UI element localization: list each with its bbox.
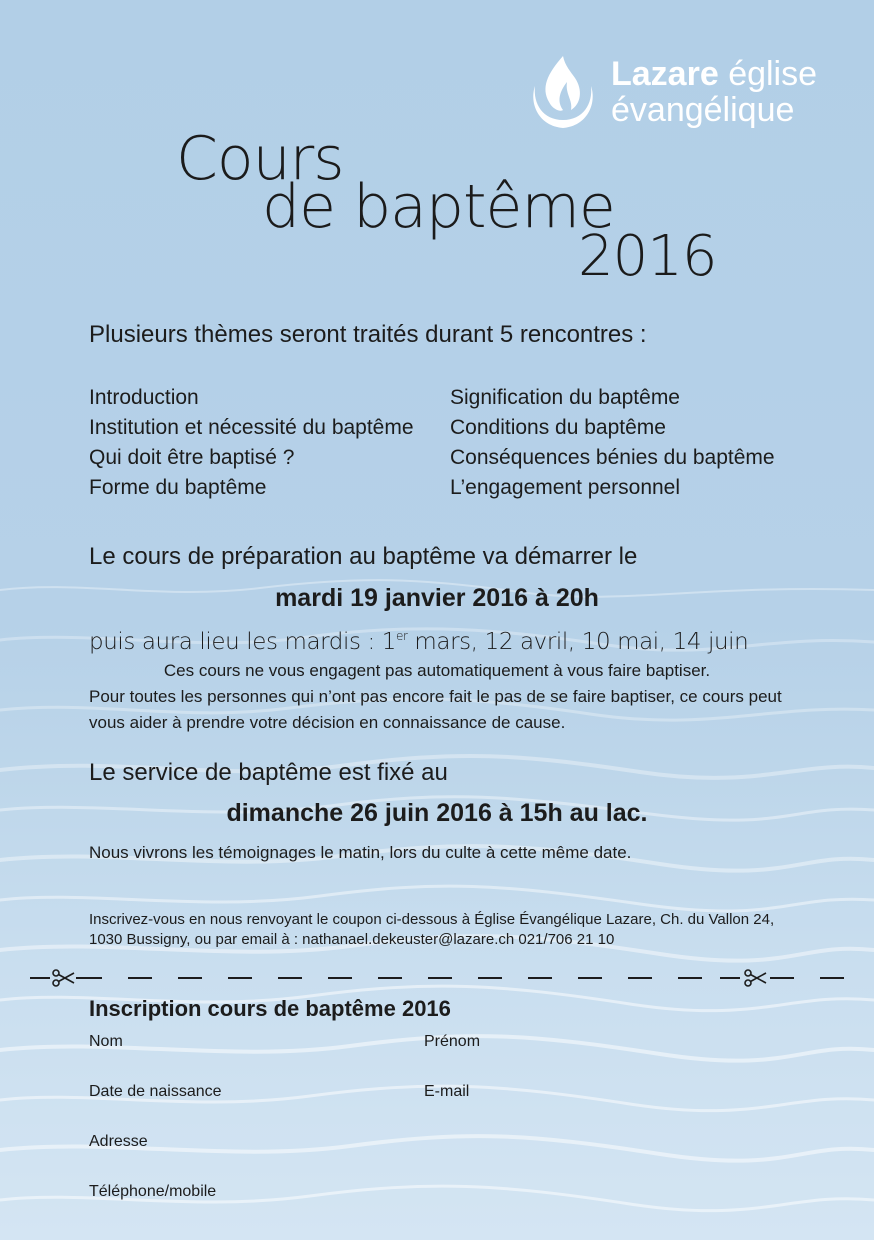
theme-item: Conséquences bénies du baptême xyxy=(450,446,775,469)
field-telephone[interactable]: Téléphone/mobile xyxy=(89,1183,217,1200)
temoignages-text: Nous vivrons les témoignages le matin, lors du culte à cette même date. xyxy=(89,843,632,862)
preparation-date-text: mardi 19 janvier 2016 à 20h xyxy=(275,584,599,612)
field-adresse[interactable]: Adresse xyxy=(89,1133,148,1150)
service-text: Le service de baptême est fixé au xyxy=(89,759,448,786)
church-logo xyxy=(527,52,827,136)
preparation-text: Le cours de préparation au baptême va démarrer le xyxy=(89,543,638,570)
themes-left-column xyxy=(89,383,414,503)
preparation-date xyxy=(0,581,874,615)
themes-right-column xyxy=(450,383,775,503)
theme-item: Qui doit être baptisé ? xyxy=(89,446,295,469)
theme-item: Conditions du baptême xyxy=(450,416,666,439)
theme-item: Forme du baptême xyxy=(89,476,267,499)
schedule-after: mars, 12 avril, 10 mai, 14 juin xyxy=(407,629,749,655)
schedule-before: puis aura lieu les mardis : 1 xyxy=(89,629,396,655)
preparation-note-1: Ces cours ne vous engagent pas automatiquement à vous faire baptiser. xyxy=(163,661,711,680)
cut-line xyxy=(22,966,852,990)
schedule-sup: er xyxy=(395,629,408,643)
theme-item: L’engagement personnel xyxy=(450,476,681,499)
preparation-schedule xyxy=(89,620,748,658)
theme-item: Introduction xyxy=(89,386,199,409)
scissors-icon xyxy=(745,970,766,986)
theme-item: Institution et nécessité du baptême xyxy=(89,416,414,439)
field-email[interactable]: E-mail xyxy=(424,1083,470,1100)
logo-name-bold: Lazare xyxy=(611,55,719,93)
intro-text: Plusieurs thèmes seront traités durant 5 rencontres : xyxy=(89,321,647,348)
flame-icon xyxy=(527,52,599,132)
theme-item: Signification du baptême xyxy=(450,386,680,409)
title-line2: de baptême xyxy=(262,172,615,242)
preparation-note-2: Pour toutes les personnes qui n’ont pas encore fait le pas de se faire baptiser, ce cours peut vous aider à prendre votre décision en connaissance de cause. xyxy=(89,687,782,732)
field-nom[interactable]: Nom xyxy=(89,1033,123,1050)
scissors-icon xyxy=(53,970,74,986)
form-title: Inscription cours de baptême 2016 xyxy=(89,996,451,1021)
logo-text xyxy=(611,56,817,128)
inscription-text: Inscrivez-vous en nous renvoyant le coupon ci-dessous à Église Évangélique Lazare, Ch. du Vallon 24, 1030 Bussigny, ou par email à : nathanael.dekeuster@lazare.ch 021/706 21 10 xyxy=(89,911,775,948)
title-line1: Cours xyxy=(176,124,344,194)
logo-name-rest: église xyxy=(728,55,818,93)
service-date: dimanche 26 juin 2016 à 15h au lac. xyxy=(226,799,648,827)
field-prenom[interactable]: Prénom xyxy=(424,1033,481,1050)
title-line3: 2016 xyxy=(578,224,717,289)
logo-line2: évangélique xyxy=(611,91,795,129)
field-date-naissance[interactable]: Date de naissance xyxy=(89,1083,222,1100)
